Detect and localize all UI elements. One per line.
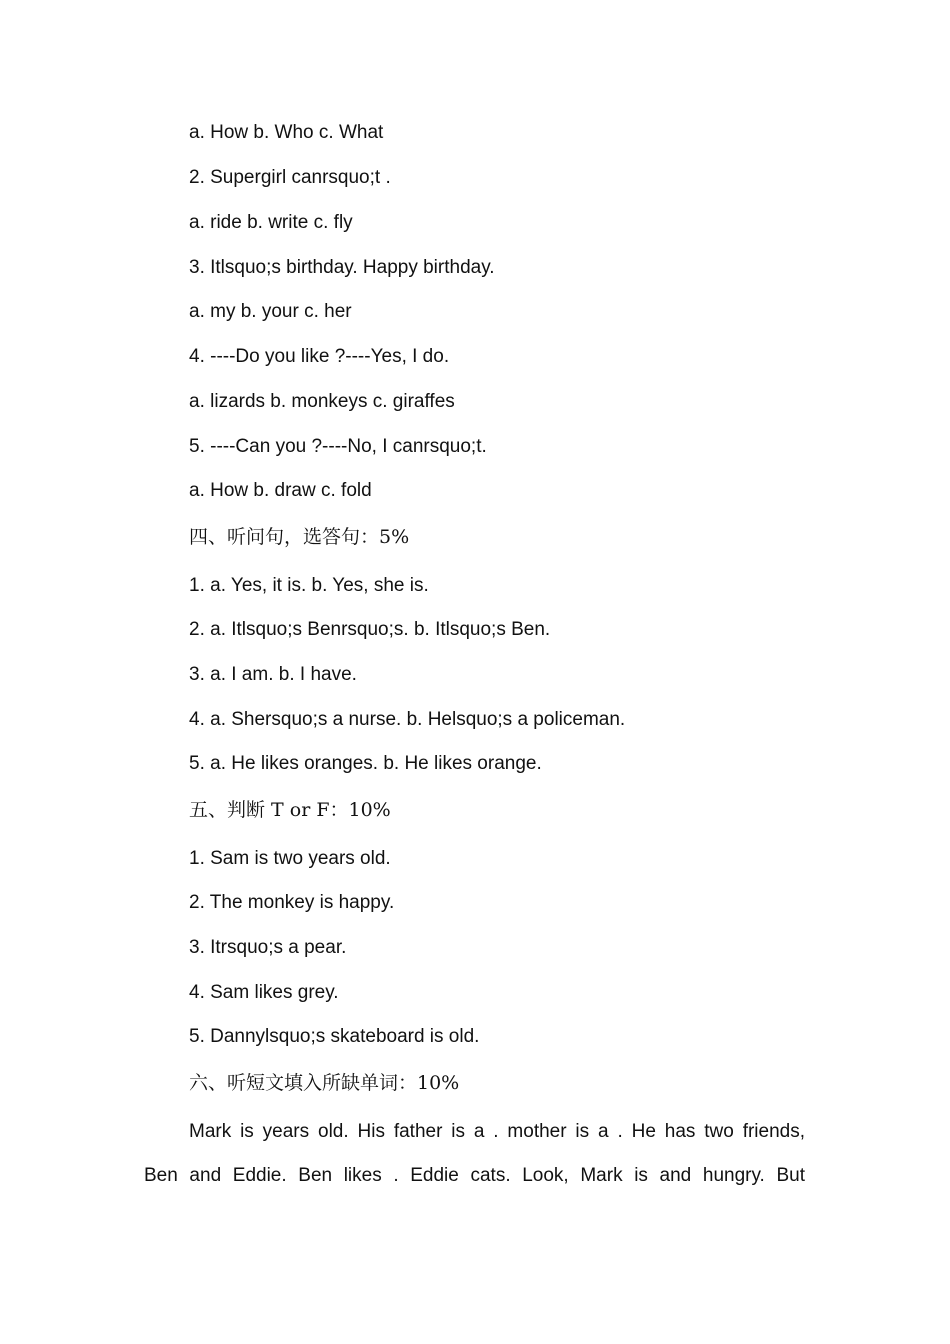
passage-line: Ben and Eddie. Ben likes . Eddie cats. Look, Mark is and hungry. But bbox=[144, 1165, 805, 1186]
section-heading-4: 四、听问句，选答句：5% bbox=[189, 526, 410, 548]
section-heading-5: 五、判断 T or F：10% bbox=[189, 799, 391, 821]
question-item: 5. a. He likes oranges. b. He likes orange. bbox=[189, 753, 542, 774]
question-item: 1. a. Yes, it is. b. Yes, she is. bbox=[189, 575, 429, 596]
question-item: 4. ----Do you like ?----Yes, I do. bbox=[189, 346, 450, 367]
question-item: 3. Itrsquo;s a pear. bbox=[189, 937, 347, 958]
answer-options: a. How b. draw c. fold bbox=[189, 480, 372, 501]
question-item: 2. The monkey is happy. bbox=[189, 892, 395, 913]
question-item: 5. ----Can you ?----No, I canrsquo;t. bbox=[189, 436, 487, 457]
question-item: 2. a. Itlsquo;s Benrsquo;s. b. Itlsquo;s Ben. bbox=[189, 619, 551, 640]
section-heading-6: 六、听短文填入所缺单词：10% bbox=[189, 1072, 460, 1094]
answer-options: a. ride b. write c. fly bbox=[189, 212, 353, 233]
answer-options: a. lizards b. monkeys c. giraffes bbox=[189, 391, 455, 412]
question-item: 2. Supergirl canrsquo;t . bbox=[189, 167, 391, 188]
answer-options: a. How b. Who c. What bbox=[189, 122, 384, 143]
question-item: 4. Sam likes grey. bbox=[189, 982, 339, 1003]
answer-options: a. my b. your c. her bbox=[189, 301, 352, 322]
question-item: 3. a. I am. b. I have. bbox=[189, 664, 357, 685]
passage-line: Mark is years old. His father is a . mother is a . He has two friends, bbox=[189, 1121, 805, 1142]
question-item: 4. a. Shersquo;s a nurse. b. Helsquo;s a policeman. bbox=[189, 709, 626, 730]
question-item: 1. Sam is two years old. bbox=[189, 848, 391, 869]
question-item: 3. Itlsquo;s birthday. Happy birthday. bbox=[189, 257, 495, 278]
question-item: 5. Dannylsquo;s skateboard is old. bbox=[189, 1026, 480, 1047]
